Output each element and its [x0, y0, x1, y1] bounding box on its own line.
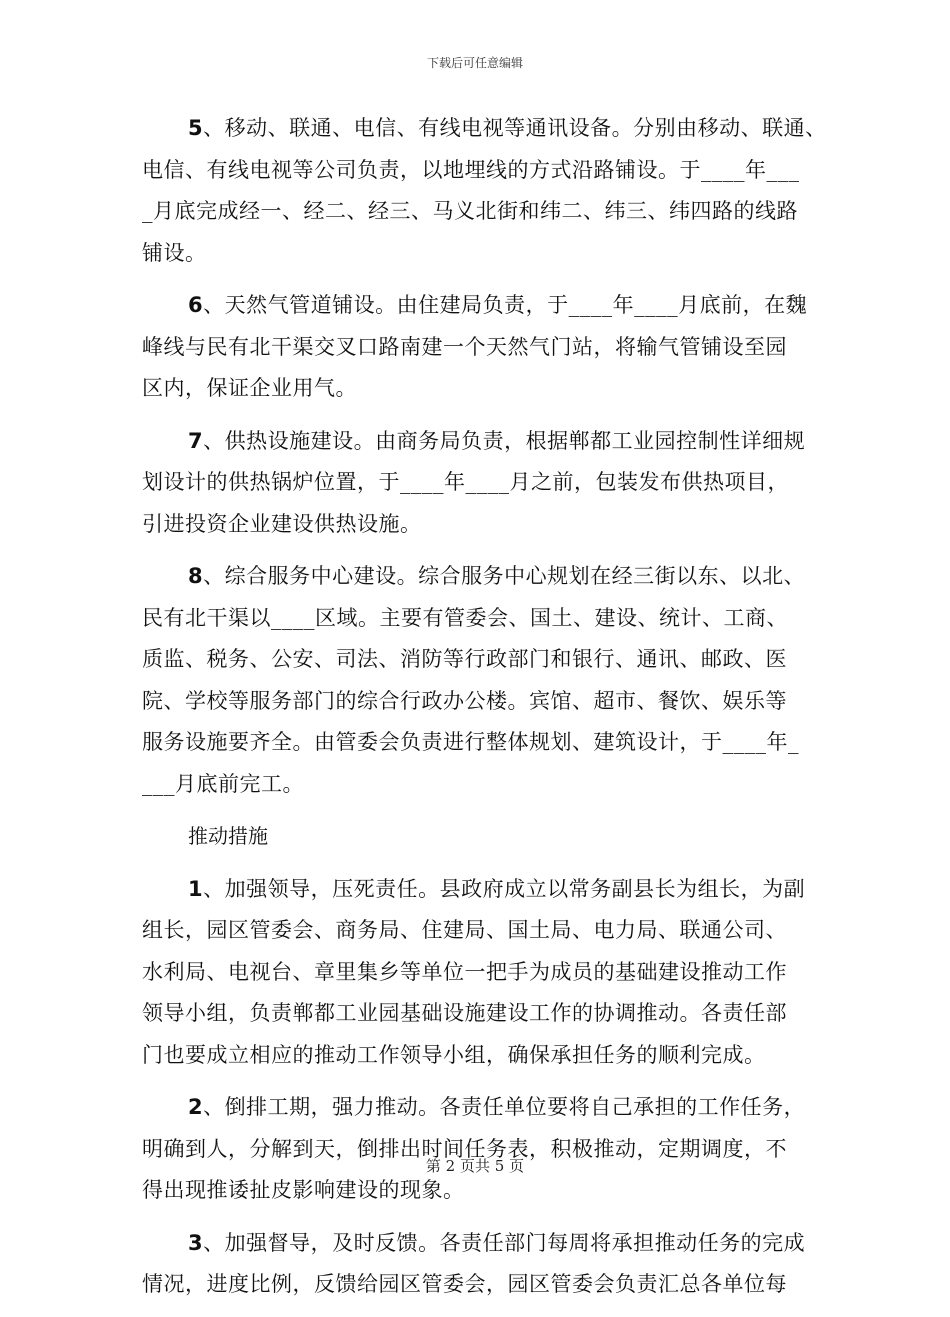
paragraph-number: 7: [188, 428, 204, 453]
paragraph-line: 、综合服务中心建设。综合服务中心规划在经三街以东、以北、: [203, 564, 806, 588]
paragraph-line: 民有北干渠以____区域。主要有管委会、国土、建设、统计、工商、: [142, 605, 788, 630]
paragraph-6: [142, 285, 810, 410]
paragraph-line: 质监、税务、公安、司法、消防等行政部门和银行、通讯、邮政、医: [142, 647, 787, 671]
paragraph-number: 5: [188, 116, 204, 140]
paragraph-number: 6: [188, 293, 204, 317]
paragraph-number: 2: [188, 1095, 204, 1119]
paragraph-line: 引进投资企业建设供热设施。: [142, 511, 422, 536]
paragraph-line: 领导小组，负责郸都工业园基础设施建设工作的协调推动。各责任部: [142, 1001, 787, 1025]
paragraph-line: 、加强督导，及时反馈。各责任部门每周将承担推动任务的完成: [203, 1230, 806, 1255]
measure-1: [142, 869, 810, 1077]
paragraph-7: [142, 421, 810, 546]
paragraph-line: 、天然气管道铺设。由住建局负责，于____年____月底前，在魏: [203, 293, 808, 317]
paragraph-line: 组长，园区管委会、商务局、住建局、国土局、电力局、联通公司、: [142, 918, 787, 942]
paragraph-line: _月底完成经一、经二、经三、马义北街和纬二、纬三、纬四路的线路: [142, 199, 798, 223]
paragraph-line: 、移动、联通、电信、有线电视等通讯设备。分别由移动、联通、: [203, 116, 827, 140]
paragraph-number: 3: [188, 1230, 204, 1255]
measure-3: [142, 1223, 810, 1306]
paragraph-number: 1: [188, 876, 204, 901]
paragraph-line: 、加强领导，压死责任。县政府成立以常务副县长为组长，为副: [203, 876, 806, 901]
paragraph-line: 门也要成立相应的推动工作领导小组，确保承担任务的顺利完成。: [142, 1042, 766, 1067]
document-body: [142, 108, 827, 1317]
paragraph-line: ___月底前完工。: [142, 771, 304, 796]
paragraph-line: 院、学校等服务部门的综合行政办公楼。宾馆、超市、餐饮、娱乐等: [142, 688, 787, 713]
page-header: 下载后可任意编辑: [426, 56, 523, 70]
paragraph-number: 8: [188, 564, 204, 588]
paragraph-line: 服务设施要齐全。由管委会负责进行整体规划、建筑设计，于____年_: [142, 730, 799, 754]
paragraph-line: 明确到人，分解到天，倒排出时间任务表，积极推动，定期调度，不: [142, 1136, 787, 1161]
paragraph-line: 、供热设施建设。由商务局负责，根据郸都工业园控制性详细规: [203, 428, 806, 453]
paragraph-line: 划设计的供热锅炉位置，于____年____月之前，包装发布供热项目，: [142, 470, 789, 494]
paragraph-5: [142, 108, 827, 274]
paragraph-line: 区内，保证企业用气。: [142, 376, 357, 400]
paragraph-8: [142, 556, 810, 805]
paragraph-line: 峰线与民有北干渠交叉口路南建一个天然气门站，将输气管铺设至园: [142, 334, 787, 359]
paragraph-line: 、倒排工期，强力推动。各责任单位要将自己承担的工作任务，: [203, 1095, 806, 1119]
page-footer: 第 2 页共 5 页: [425, 1157, 525, 1175]
paragraph-line: 得出现推诿扯皮影响建设的现象。: [142, 1178, 465, 1202]
section-heading: 推动措施: [188, 824, 268, 848]
paragraph-line: 水利局、电视台、章里集乡等单位一把手为成员的基础建设推动工作: [142, 959, 787, 984]
paragraph-line: 情况，进度比例，反馈给园区管委会，园区管委会负责汇总各单位每: [142, 1272, 787, 1296]
paragraph-line: 铺设。: [142, 240, 207, 265]
paragraph-line: 电信、有线电视等公司负责，以地埋线的方式沿路铺设。于____年___: [142, 157, 800, 182]
measure-2: [142, 1087, 810, 1212]
